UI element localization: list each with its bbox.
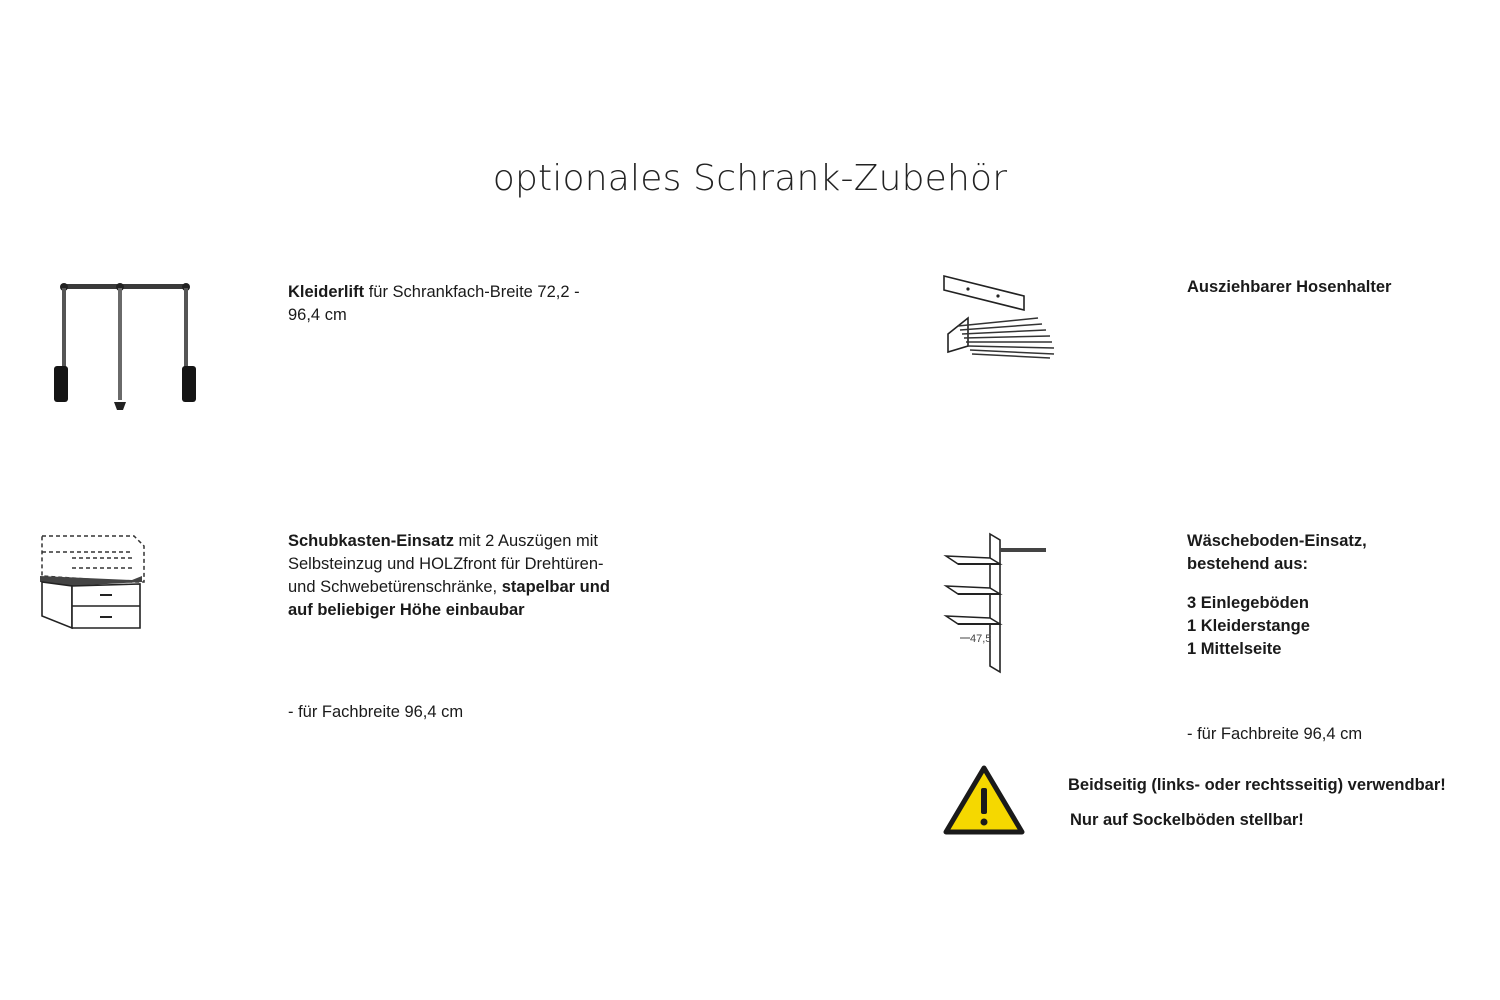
shelf-dimension-label: 47,5: [970, 633, 992, 645]
warning-icon: [942, 764, 1026, 836]
schubkasten-name: Schubkasten-Einsatz: [288, 532, 454, 550]
schubkasten-desc-3-bold: stapelbar und: [501, 578, 610, 596]
shelf-insert-icon: [938, 528, 1053, 678]
warning-text-1: Beidseitig (links- oder rechtsseitig) verwendbar!: [1068, 776, 1446, 794]
schubkasten-width-note: - für Fachbreite 96,4 cm: [288, 703, 464, 721]
component-middle-panel: 1 Mittelseite: [1187, 640, 1282, 658]
kleiderlift-desc-2: 96,4 cm: [288, 306, 347, 324]
page-title: optionales Schrank-Zubehör: [492, 158, 1008, 199]
waescheboden-subtitle: bestehend aus:: [1187, 555, 1309, 573]
waescheboden-width-note: - für Fachbreite 96,4 cm: [1187, 725, 1363, 743]
kleiderlift-name: Kleiderlift: [288, 283, 365, 301]
waescheboden-name: Wäscheboden-Einsatz,: [1187, 532, 1367, 550]
trouser-rack-icon: [938, 270, 1068, 365]
schubkasten-desc-3: und Schwebetürenschränke,: [288, 578, 502, 596]
warning-text-2: Nur auf Sockelböden stellbar!: [1070, 811, 1304, 829]
component-clothes-rail: 1 Kleiderstange: [1187, 617, 1310, 635]
schubkasten-desc-1: mit 2 Auszügen mit: [453, 532, 598, 550]
waescheboden-components: [1187, 592, 1487, 661]
hosenhalter-name: Ausziehbarer Hosenhalter: [1187, 278, 1392, 296]
schubkasten-desc-4-bold: auf beliebiger Höhe einbaubar: [288, 601, 525, 619]
drawer-insert-icon: [36, 528, 151, 633]
component-shelves: 3 Einlegeböden: [1187, 594, 1309, 612]
kleiderlift-desc: für Schrankfach-Breite 72,2 -: [364, 283, 580, 301]
clothes-lift-icon: [48, 278, 203, 418]
schubkasten-desc-2: Selbsteinzug und HOLZfront für Drehtüren-: [288, 555, 604, 573]
